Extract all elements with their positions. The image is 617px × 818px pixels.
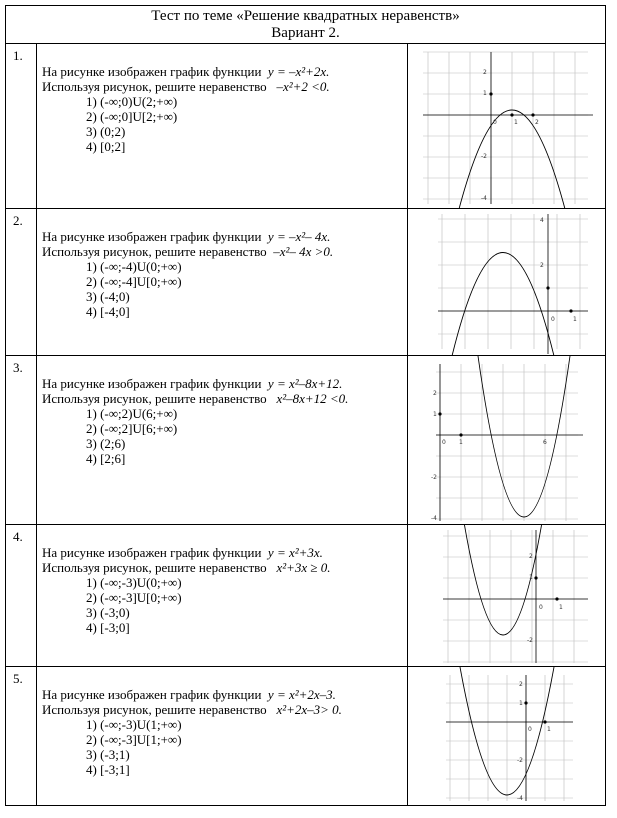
parabola-curve (458, 525, 548, 635)
task-number: 4. (6, 525, 37, 666)
task-function-line (42, 376, 407, 391)
answer-option: 2) (-∞;-3]U[0;+∞) (86, 590, 182, 605)
task-inequality-line (42, 702, 407, 717)
task-number: 5. (6, 667, 37, 805)
task-number: 1. (6, 44, 37, 208)
tick-label: -2 (527, 637, 533, 644)
graph-svg (408, 525, 605, 667)
tick-label: 0 (442, 439, 446, 446)
task-row (6, 356, 605, 525)
parabola-curve (452, 253, 554, 357)
task-text (37, 525, 408, 666)
test-header (6, 6, 605, 44)
task-text (37, 667, 408, 805)
graph-point (489, 92, 492, 95)
task-function: y = x²+3x. (267, 545, 323, 560)
answer-option: 4) [0;2] (86, 139, 126, 154)
answer-option: 3) (0;2) (86, 124, 126, 139)
task-number: 2. (6, 209, 37, 355)
task-inequality: –x²+2 <0. (276, 79, 330, 94)
answer-option: 1) (-∞;-3)U(0;+∞) (86, 575, 182, 590)
graph-svg (408, 209, 605, 356)
tick-label: 2 (529, 553, 533, 560)
task-inequality: –x²– 4x >0. (273, 244, 334, 259)
tick-label: 2 (433, 390, 437, 397)
tick-label: 0 (493, 119, 497, 126)
function-graph (408, 667, 605, 805)
answer-option: 4) [-3;0] (86, 620, 130, 635)
tick-label: -2 (431, 474, 437, 481)
task-function-prefix: На рисунке изображен график функции (42, 64, 262, 79)
tick-label: 0 (539, 604, 543, 611)
task-inequality: x²+3x ≥ 0. (276, 560, 331, 575)
tick-label: 2 (519, 681, 523, 688)
task-function-prefix: На рисунке изображен график функции (42, 545, 262, 560)
answer-option: 1) (-∞;-4)U(0;+∞) (86, 259, 182, 274)
answer-option: 3) (2;6) (86, 436, 126, 451)
answer-option: 1) (-∞;0)U(2;+∞) (86, 94, 178, 109)
task-function: y = x²+2x–3. (267, 687, 336, 702)
graph-svg (408, 44, 605, 209)
function-graph (408, 525, 605, 666)
task-inequality-line (42, 244, 407, 259)
task-number: 3. (6, 356, 37, 524)
function-graph (408, 356, 605, 524)
tick-label: 1 (547, 726, 551, 733)
task-function-line (42, 687, 407, 702)
answer-option: 2) (-∞;-3]U[1;+∞) (86, 732, 182, 747)
answer-option: 1) (-∞;2)U(6;+∞) (86, 406, 178, 421)
answer-option: 4) [-4;0] (86, 304, 130, 319)
answer-option: 4) [2;6] (86, 451, 126, 466)
task-function-prefix: На рисунке изображен график функции (42, 376, 262, 391)
test-variant: Вариант 2. (271, 25, 340, 41)
graph-point (531, 113, 534, 116)
task-text (37, 209, 408, 355)
tick-label: 2 (540, 262, 544, 269)
tick-label: 2 (483, 69, 487, 76)
tick-label: 0 (528, 726, 532, 733)
task-function-line (42, 545, 407, 560)
answer-option: 4) [-3;1] (86, 762, 130, 777)
graph-point (543, 720, 546, 723)
answer-options (86, 575, 407, 635)
tick-label: 1 (529, 574, 533, 581)
answer-options (86, 406, 407, 466)
answer-option: 2) (-∞;0]U[2;+∞) (86, 109, 178, 124)
tick-label: -4 (431, 515, 437, 522)
tick-label: -4 (481, 195, 487, 202)
tick-label: 1 (514, 119, 518, 126)
task-function: y = x²–8x+12. (267, 376, 343, 391)
answer-option: 3) (-3;1) (86, 747, 130, 762)
tick-label: 1 (519, 700, 523, 707)
function-graph (408, 209, 605, 355)
answer-options (86, 717, 407, 777)
task-inequality-line (42, 560, 407, 575)
task-inequality-prefix: Используя рисунок, решите неравенство (42, 79, 267, 94)
task-function-prefix: На рисунке изображен график функции (42, 687, 262, 702)
task-function-line (42, 64, 407, 79)
task-inequality-line (42, 391, 407, 406)
task-row (6, 44, 605, 209)
tick-label: 4 (540, 217, 544, 224)
task-inequality-prefix: Используя рисунок, решите неравенство (42, 244, 267, 259)
answer-option: 3) (-3;0) (86, 605, 130, 620)
tick-label: 1 (433, 411, 437, 418)
task-function-prefix: На рисунке изображен график функции (42, 229, 262, 244)
task-function-line (42, 229, 407, 244)
function-graph (408, 44, 605, 208)
task-function: y = –x²– 4x. (267, 229, 331, 244)
tick-label: 2 (535, 119, 539, 126)
graph-point (524, 701, 527, 704)
tick-label: -2 (517, 757, 523, 764)
task-row (6, 209, 605, 356)
tick-label: 1 (459, 439, 463, 446)
answer-options (86, 259, 407, 319)
task-inequality-prefix: Используя рисунок, решите неравенство (42, 391, 267, 406)
answer-option: 3) (-4;0) (86, 289, 130, 304)
tick-label: 1 (573, 316, 577, 323)
answer-option: 2) (-∞;2]U[6;+∞) (86, 421, 178, 436)
graph-point (438, 412, 441, 415)
task-inequality-prefix: Используя рисунок, решите неравенство (42, 702, 267, 717)
graph-point (569, 309, 572, 312)
graph-svg (408, 667, 605, 805)
graph-point (546, 286, 549, 289)
task-function: y = –x²+2x. (267, 64, 330, 79)
task-inequality: x²–8x+12 <0. (276, 391, 349, 406)
answer-option: 2) (-∞;-4]U[0;+∞) (86, 274, 182, 289)
graph-point (510, 113, 513, 116)
tick-label: -2 (481, 153, 487, 160)
task-row (6, 525, 605, 667)
graph-point (555, 597, 558, 600)
graph-point (459, 433, 462, 436)
test-table (5, 5, 606, 806)
task-inequality: x²+2x–3> 0. (276, 702, 342, 717)
tick-label: 0 (551, 316, 555, 323)
task-inequality-line (42, 79, 407, 94)
task-text (37, 356, 408, 524)
graph-svg (408, 356, 605, 525)
graph-point (534, 576, 537, 579)
task-text (37, 44, 408, 208)
test-title: Тест по теме «Решение квадратных неравенств» (151, 8, 460, 24)
answer-option: 1) (-∞;-3)U(1;+∞) (86, 717, 182, 732)
tick-label: 1 (483, 90, 487, 97)
tick-label: 1 (559, 604, 563, 611)
answer-options (86, 94, 407, 154)
task-inequality-prefix: Используя рисунок, решите неравенство (42, 560, 267, 575)
tick-label: -4 (517, 795, 523, 802)
tick-label: 6 (543, 439, 547, 446)
task-row (6, 667, 605, 805)
